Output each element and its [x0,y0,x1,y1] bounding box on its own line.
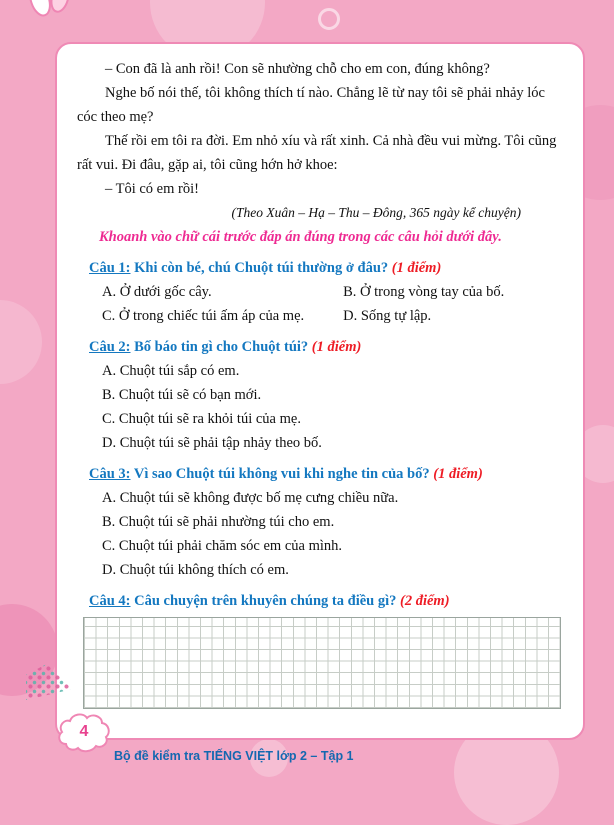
question-2-label: Câu 2: [89,339,131,355]
question-3-options [102,486,557,582]
question-3-heading [89,462,557,486]
worksheet-content [57,44,583,709]
story-paragraph: – Tôi có em rồi! [105,181,199,197]
option-a: A. Chuột túi sẽ không được bố mẹ cưng chiều nữa. [102,490,399,506]
option-c: C. Chuột túi sẽ ra khỏi túi của mẹ. [102,411,301,427]
question-4 [89,589,557,709]
question-1 [89,256,557,328]
question-1-heading [89,256,557,280]
option-b: B. Chuột túi sẽ có bạn mới. [102,387,262,403]
question-1-text: Khi còn bé, chú Chuột túi thường ở đâu? [134,260,389,276]
question-1-points: (1 điểm) [391,260,442,276]
option-c: C. Chuột túi phải chăm sóc em của mình. [102,538,343,554]
question-1-label: Câu 1: [89,260,131,276]
story-paragraph: Nghe bố nói thế, tôi không thích tí nào. Chẳng lẽ từ nay tôi sẽ phải nhảy lóc cóc theo mẹ? [77,85,545,125]
question-2-text: Bố báo tin gì cho Chuột túi? [134,339,309,355]
bubble-decoration [0,300,42,384]
question-2 [89,335,557,455]
question-3-label: Câu 3: [89,466,131,482]
page-number-badge [56,712,112,754]
option-d: D. Chuột túi không thích có em. [102,562,289,578]
answer-writing-grid [83,617,561,709]
option-d: D. Sống tự lập. [343,308,432,324]
worksheet-card [55,42,585,740]
option-a: A. Ở dưới gốc cây. [102,284,212,300]
corner-petal-decoration [22,0,74,33]
story-paragraph: Thế rồi em tôi ra đời. Em nhỏ xíu và rất xinh. Cả nhà đều vui mừng. Tôi cũng rất vui. Đi đâu, gặp ai, tôi cũng hớn hở khoe: [77,133,557,173]
story-paragraph: – Con đã là anh rồi! Con sẽ nhường chỗ cho em con, đúng không? [105,61,490,77]
ring-decoration [318,8,340,30]
instruction-line: Khoanh vào chữ cái trước đáp án đúng trong các câu hỏi dưới đây. [99,229,502,245]
question-3-points: (1 điểm) [433,466,483,482]
question-4-label: Câu 4: [89,593,131,609]
option-b: B. Chuột túi sẽ phải nhường túi cho em. [102,514,335,530]
option-c: C. Ở trong chiếc túi ấm áp của mẹ. [102,308,305,324]
question-4-points: (2 điểm) [400,593,450,609]
question-2-options [102,359,557,455]
page-number: 4 [79,723,89,740]
question-4-text: Câu chuyện trên khuyên chúng ta điều gì? [134,593,397,609]
question-1-options [102,280,557,328]
option-a: A. Chuột túi sắp có em. [102,363,240,379]
story-source-citation: (Theo Xuân – Hạ – Thu – Đông, 365 ngày kể chuyện) [231,205,521,220]
option-d: D. Chuột túi sẽ phải tập nhảy theo bố. [102,435,322,451]
option-b: B. Ở trong vòng tay của bố. [343,284,505,300]
question-3 [89,462,557,582]
question-3-text: Vì sao Chuột túi không vui khi nghe tin của bố? [133,466,430,482]
book-title-footer: Bộ đề kiểm tra TIẾNG VIỆT lớp 2 – Tập 1 [114,749,354,763]
question-4-heading [89,589,557,613]
question-2-heading [89,335,557,359]
question-2-points: (1 điểm) [311,339,362,355]
